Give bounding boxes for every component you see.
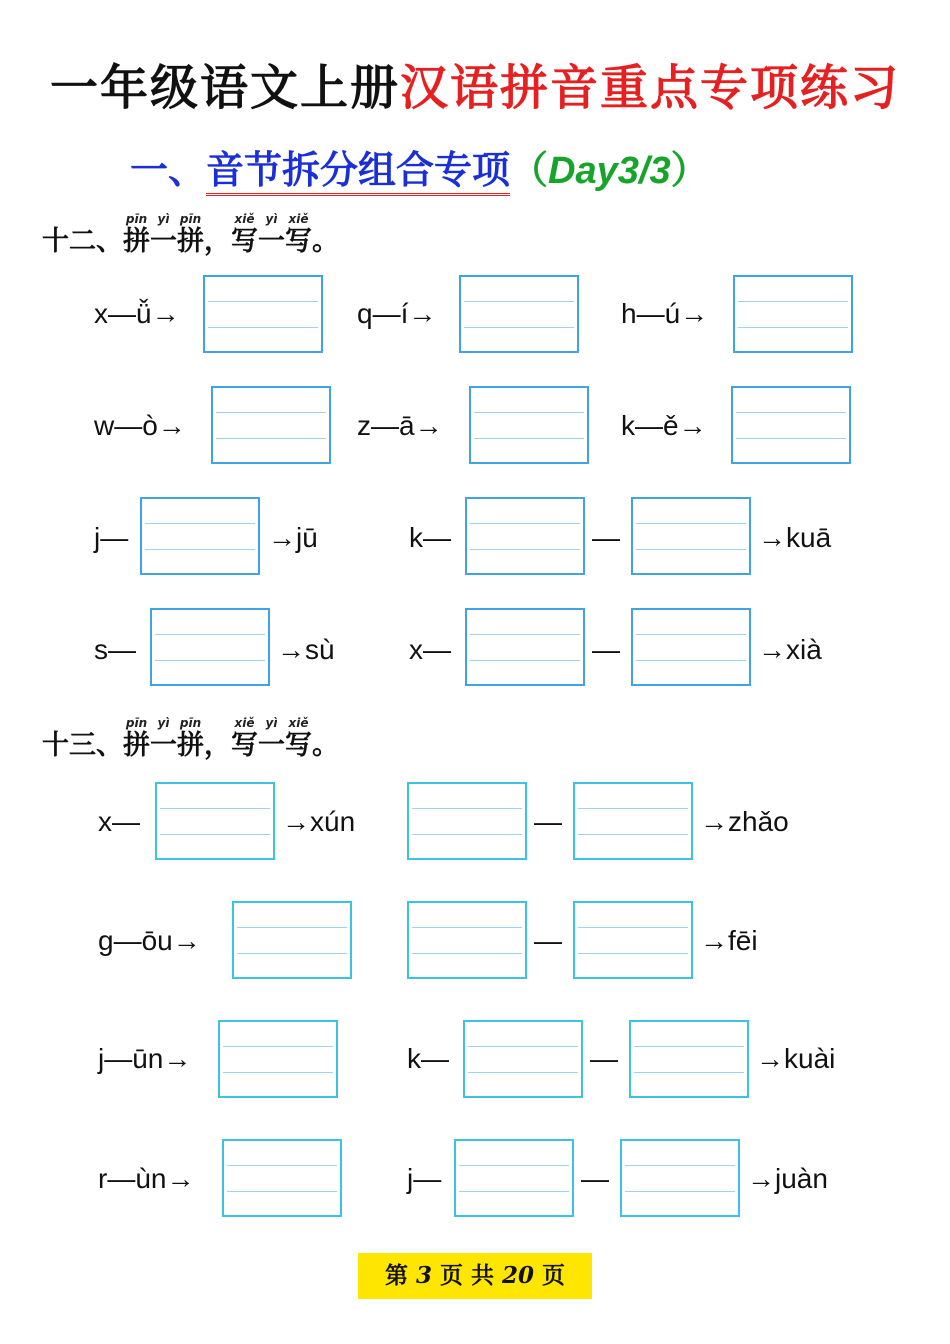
section-13-heading: [42, 716, 339, 762]
section-12-heading: [42, 212, 339, 258]
answer-box[interactable]: [459, 275, 579, 353]
ruby-char: pīn 拼: [123, 212, 150, 257]
answer-box[interactable]: [631, 608, 751, 686]
period: 。: [312, 226, 339, 257]
exercise-label: x—ǚ→: [94, 298, 180, 329]
answer-box[interactable]: [203, 275, 323, 353]
answer-box[interactable]: [731, 386, 851, 464]
current-page: 3: [415, 1262, 432, 1289]
answer-box[interactable]: [573, 782, 693, 860]
ruby-char: pīn 拼: [177, 212, 204, 257]
footer-prefix: 第: [384, 1262, 408, 1289]
answer-box[interactable]: [155, 782, 275, 860]
exercise-label: g—ōu→: [98, 925, 201, 956]
exercise-label: →jū: [268, 522, 318, 553]
answer-box[interactable]: [218, 1020, 338, 1098]
dash-separator: —: [534, 925, 562, 956]
ruby-char: yì 一: [258, 716, 285, 761]
answer-box[interactable]: [140, 497, 260, 575]
exercise-label: →zhǎo: [700, 806, 789, 837]
answer-box[interactable]: [407, 782, 527, 860]
section-number: 十三、: [42, 730, 123, 761]
total-pages: 20: [502, 1262, 535, 1289]
exercise-label: h—ú→: [621, 298, 709, 329]
answer-box[interactable]: [733, 275, 853, 353]
comma: ，: [204, 226, 231, 257]
subtitle-number: 一、: [130, 147, 207, 192]
footer-suffix: 页: [542, 1262, 566, 1289]
answer-box[interactable]: [463, 1020, 583, 1098]
ruby-char: yì 一: [258, 212, 285, 257]
subtitle-day: Day3/3: [548, 150, 671, 192]
exercise-label: q—í→: [357, 298, 437, 329]
exercise-label: →kuài: [756, 1043, 836, 1074]
answer-box[interactable]: [573, 901, 693, 979]
exercise-label: s—: [94, 634, 136, 665]
dash-separator: —: [592, 634, 620, 665]
dash-separator: —: [534, 806, 562, 837]
answer-box[interactable]: [465, 497, 585, 575]
section-subtitle: [130, 142, 709, 198]
exercise-label: →fēi: [700, 925, 758, 956]
subtitle-open-paren: （: [510, 150, 549, 192]
ruby-char: yì 一: [150, 212, 177, 257]
ruby-char: xiě 写: [231, 716, 258, 761]
title-grade: 一年级语文上册: [49, 60, 400, 116]
answer-box[interactable]: [465, 608, 585, 686]
ruby-char: xiě 写: [285, 212, 312, 257]
answer-box[interactable]: [469, 386, 589, 464]
answer-box[interactable]: [629, 1020, 749, 1098]
answer-box[interactable]: [454, 1139, 574, 1217]
exercise-label: →sù: [277, 634, 335, 665]
ruby-char: yì 一: [150, 716, 177, 761]
subtitle-close-paren: ）: [670, 150, 709, 192]
answer-box[interactable]: [620, 1139, 740, 1217]
dash-separator: —: [581, 1163, 609, 1194]
exercise-label: x—: [98, 806, 140, 837]
exercise-label: x—: [409, 634, 451, 665]
answer-box[interactable]: [407, 901, 527, 979]
page-title: [0, 58, 950, 118]
exercise-label: k—ě→: [621, 410, 707, 441]
exercise-label: →juàn: [747, 1163, 828, 1194]
answer-box[interactable]: [222, 1139, 342, 1217]
answer-box[interactable]: [631, 497, 751, 575]
answer-box[interactable]: [232, 901, 352, 979]
dash-separator: —: [590, 1043, 618, 1074]
ruby-char: xiě 写: [231, 212, 258, 257]
ruby-char: pīn 拼: [123, 716, 150, 761]
exercise-label: z—ā→: [357, 410, 443, 441]
exercise-label: k—: [407, 1043, 449, 1074]
ruby-char: pīn 拼: [177, 716, 204, 761]
section-number: 十二、: [42, 226, 123, 257]
title-topic: 汉语拼音重点专项练习: [400, 60, 901, 116]
exercise-label: w—ò→: [94, 410, 186, 441]
exercise-label: j—: [94, 522, 129, 553]
dash-separator: —: [592, 522, 620, 553]
period: 。: [312, 730, 339, 761]
exercise-label: →xià: [758, 634, 822, 665]
exercise-label: k—: [409, 522, 451, 553]
exercise-label: →xún: [282, 806, 356, 837]
ruby-char: xiě 写: [285, 716, 312, 761]
exercise-label: j—: [407, 1163, 442, 1194]
answer-box[interactable]: [211, 386, 331, 464]
subtitle-main: 音节拆分组合专项: [206, 147, 510, 196]
answer-box[interactable]: [150, 608, 270, 686]
comma: ，: [204, 730, 231, 761]
footer-mid: 页 共: [439, 1262, 494, 1289]
exercise-label: j—ūn→: [98, 1043, 192, 1074]
exercise-label: →kuā: [758, 522, 832, 553]
page-number-footer: [358, 1253, 592, 1299]
exercise-label: r—ùn→: [98, 1163, 195, 1194]
